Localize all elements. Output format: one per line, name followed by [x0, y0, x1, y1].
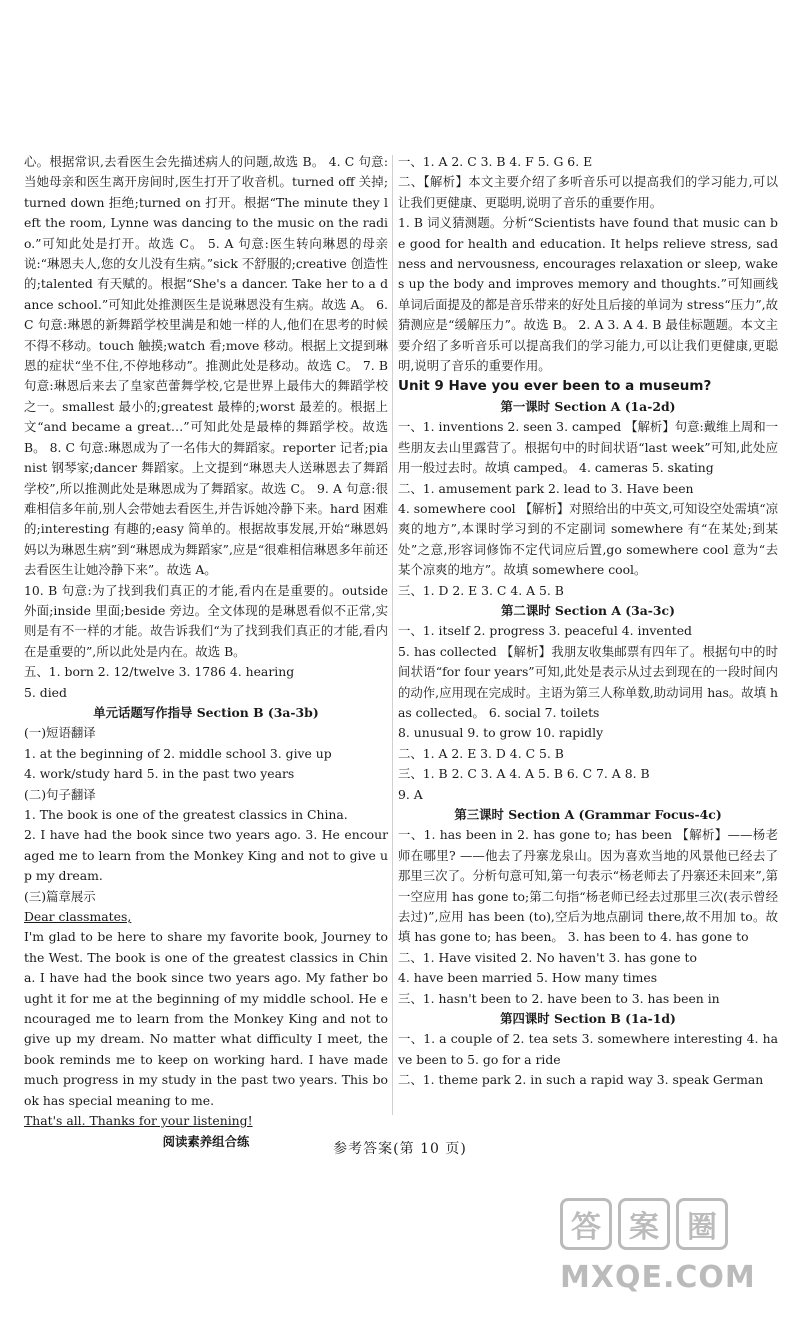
right-paragraph: 5. has collected 【解析】我朋友收集邮票有四年了。根据句中的时间状语“for four years”可知,此处是表示从过去到现在的一段时间内的动作,应用现在完成时。主语为第三人称单数,助动词用 has。故填 has collected。 6. social 7. toilets: [398, 643, 779, 720]
right-paragraph: 一、1. A 2. C 3. B 4. F 5. G 6. E: [398, 154, 593, 169]
left-paragraph: 5. died: [24, 684, 67, 700]
page-footer: 参考答案(第 10 页): [333, 1141, 467, 1157]
left-paragraph: 1. The book is one of the greatest classics in China.: [24, 807, 348, 822]
left-paragraph: (三)篇章展示: [24, 888, 96, 904]
right-paragraph: 8. unusual 9. to grow 10. rapidly: [398, 725, 604, 741]
right-paragraph: 一、1. has been in 2. has gone to; has been 【解析】——杨老师在哪里? ——他去了丹寨龙泉山。因为喜欢当地的风景他已经去了那里三次了。分析句意可知,第一句表示“杨老师去了丹寨还未回来”,第一空应用 has gone to;第二句指“杨老师已经去过那里三次(表示曾经去过)”,应用 has been (to),空后为地点副词 there,故不用加 to。故填 has gone to; has been。 3. has been to 4. has gone to: [398, 827, 778, 945]
right-column: [398, 152, 778, 1091]
left-paragraph: (一)短语翻译: [24, 725, 96, 741]
left-paragraph: Dear classmates,: [24, 909, 132, 925]
right-paragraph: Unit 9 Have you ever been to a museum?: [398, 378, 712, 395]
left-paragraph: 10. B 句意:为了找到我们真正的才能,看内在是重要的。outside 外面;inside 里面;beside 旁边。全文体现的是琳恩看似不正常,实则是有不一样的才能。故告诉我们“为了找到我们真正的才能,看内在是重要的”,所以此处是内在。故选 B。: [24, 582, 388, 659]
left-paragraph: 4. work/study hard 5. in the past two years: [24, 766, 295, 782]
left-paragraph: 1. at the beginning of 2. middle school 3. give up: [24, 745, 332, 761]
right-paragraph: 第三课时 Section A (Grammar Focus-4c): [454, 807, 722, 822]
right-paragraph: 一、1. inventions 2. seen 3. camped 【解析】句意:戴维上周和一些朋友去山里露营了。根据句中的时间状语“last week”可知,此处应用一般过去时。故填 camped。 4. cameras 5. skating: [398, 419, 779, 476]
right-paragraph: 9. A: [398, 786, 423, 802]
right-paragraph: 二、1. Have visited 2. No haven't 3. has gone to: [398, 949, 697, 965]
column-divider: [392, 155, 393, 1115]
right-paragraph: 二、【解析】本文主要介绍了多听音乐可以提高我们的学习能力,可以让我们更健康、更聪明,说明了音乐的重要作用。: [398, 174, 778, 210]
right-paragraph: 第四课时 Section B (1a-1d): [500, 1011, 676, 1027]
right-paragraph: 三、1. hasn't been to 2. have been to 3. has been in: [398, 990, 720, 1006]
left-paragraph: That's all. Thanks for your listening!: [24, 1113, 253, 1129]
left-paragraph: 五、1. born 2. 12/twelve 3. 1786 4. hearing: [24, 664, 295, 680]
left-paragraph: 单元话题写作指导 Section B (3a-3b): [93, 704, 319, 720]
left-paragraph: 2. I have had the book since two years ago. 3. He encouraged me to learn from the Monkey King and not to give up my dream.: [24, 827, 388, 884]
right-paragraph: 一、1. a couple of 2. tea sets 3. somewhere interesting 4. have been to 5. go for a ride: [398, 1031, 778, 1067]
left-paragraph: (二)句子翻译: [24, 786, 96, 802]
right-paragraph: 第一课时 Section A (1a-2d): [500, 398, 676, 414]
right-paragraph: 二、1. theme park 2. in such a rapid way 3. speak German: [398, 1072, 764, 1088]
watermark-char: 圈: [676, 1198, 728, 1250]
right-paragraph: 二、1. A 2. E 3. D 4. C 5. B: [398, 745, 564, 761]
watermark-url: MXQE.COM: [560, 1260, 756, 1295]
right-paragraph: 第二课时 Section A (3a-3c): [501, 602, 675, 618]
right-paragraph: 三、1. B 2. C 3. A 4. A 5. B 6. C 7. A 8. B: [398, 766, 650, 782]
right-paragraph: 4. somewhere cool 【解析】对照给出的中英文,可知设空处需填“凉爽的地方”,本课时学习到的不定副词 somewhere 有“在某处;到某处”之意,形容词修饰不定代词应后置,go somewhere cool 意为“去某个凉爽的地方”。故填 somewhere cool。: [398, 500, 778, 578]
left-paragraph: 阅读素养组合练: [162, 1133, 250, 1149]
left-paragraph: 心。根据常识,去看医生会先描述病人的问题,故选 B。 4. C 句意:当她母亲和医生离开房间时,医生打开了收音机。turned off 关掉;turned down 拒绝;turned on 打开。根据“The minute they left the room, Lynne was dancing to the music on the radio.”可知此处是打开。故选 C。 5. A 句意:医生转向琳恩的母亲说:“琳恩夫人,您的女儿没有生病。”sick 不舒服的;creative 创造性的;talented 有天赋的。根据“She's a dancer. Take her to a dance school.”可知此处推测医生是说琳恩没有生病。故选 A。 6. C 句意:琳恩的新舞蹈学校里满是和她一样的人,他们在思考的时候不得不移动。touch 触摸;watch 看;move 移动。根据上文提到琳恩的症状“坐不住,不停地移动”。推测此处是移动。故选 C。 7. B 句意:琳恩后来去了皇家芭蕾舞学校,它是世界上最伟大的舞蹈学校之一。smallest 最小的;greatest 最棒的;worst 最差的。根据上文“and became a great…”可知此处是最棒的舞蹈学校。故选 B。 8. C 句意:琳恩成为了一名伟大的舞蹈家。reporter 记者;pianist 钢琴家;dancer 舞蹈家。上文提到“琳恩夫人送琳恩去了舞蹈学校”,所以推测此处是琳恩成为了舞蹈家。故选 C。 9. A 句意:很难相信多年前,别人会带她去看医生,并告诉她冷静下来。hard 困难的;interesting 有趣的;easy 简单的。根据故事发展,开始“琳恩妈妈以为琳恩生病”到“琳恩成为舞蹈家”,应是“很难相信琳恩多年前还去看医生让她冷静下来”。故选 A。: [24, 154, 388, 578]
watermark-char: 案: [618, 1198, 670, 1250]
right-paragraph: 二、1. amusement park 2. lead to 3. Have been: [398, 480, 694, 496]
left-paragraph: I'm glad to be here to share my favorite book, Journey to the West. The book is one of the greatest classics in China. I have had the book since two years ago. My father bought it for me at the beginning of my middle school. He encouraged me to learn from the Monkey King and not to give up my dream. No matter what difficulty I meet, the book reminds me to keep on working hard. I have made much progress in my study in the past two years. This book has special meaning to me.: [24, 929, 388, 1108]
right-paragraph: 1. B 词义猜测题。分析“Scientists have found that music can be good for health and education. It helps relieve stress, sadness and nervousness, encourages relaxation or sleep, wakes up the body and improves memory and thoughts.”可知画线单词后面提及的都是音乐带来的好处且后接的单词为 stress“压力”,故猜测应是“缓解压力”。故选 B。 2. A 3. A 4. B 最佳标题题。本文主要介绍了多听音乐可以提高我们的学习能力,可以让我们更健康,更聪明,说明了音乐的重要作用。: [398, 215, 779, 374]
watermark-char: 答: [560, 1198, 612, 1250]
left-column: [24, 152, 388, 1152]
watermark-logo: [560, 1198, 780, 1318]
right-paragraph: 三、1. D 2. E 3. C 4. A 5. B: [398, 582, 564, 598]
right-paragraph: 4. have been married 5. How many times: [398, 970, 658, 986]
right-paragraph: 一、1. itself 2. progress 3. peaceful 4. invented: [398, 623, 692, 639]
